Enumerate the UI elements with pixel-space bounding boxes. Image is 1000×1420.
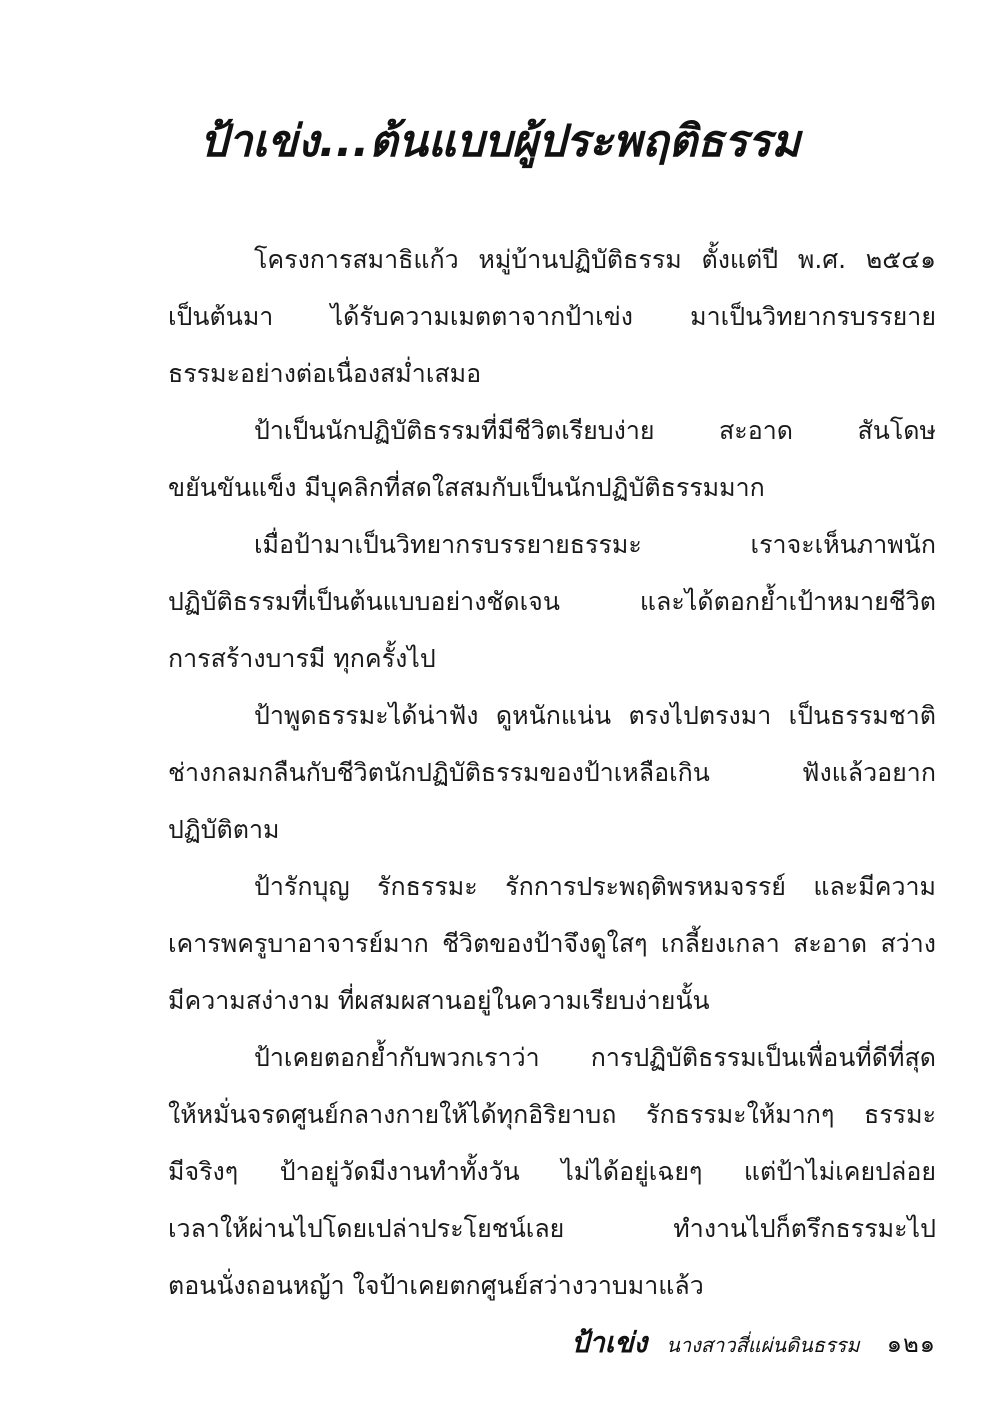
paragraph-3 — [168, 516, 936, 687]
paragraph-1 — [168, 231, 936, 402]
paragraph-2 — [168, 402, 936, 516]
text-line: ป้ารักบุญ รักธรรมะ รักการประพฤติพรหมจรรย์ และมีความ — [254, 872, 936, 901]
paragraph-6 — [168, 1029, 936, 1314]
text-line: ปฏิบัติธรรมที่เป็นต้นแบบอย่างชัดเจน และได้ตอกย้ำเป้าหมายชีวิต — [168, 587, 936, 616]
text-line: ป้าพูดธรรมะได้น่าฟัง ดูหนักแน่น ตรงไปตรงมา เป็นธรรมชาติ — [254, 701, 936, 730]
running-book-subtitle: นางสาวสี่แผ่นดินธรรม — [666, 1333, 860, 1357]
text-line: ป้าเป็นนักปฏิบัติธรรมที่มีชีวิตเรียบง่าย สะอาด สันโดษ — [254, 416, 936, 445]
paragraph-5 — [168, 858, 936, 1029]
text-line: ช่างกลมกลืนกับชีวิตนักปฏิบัติธรรมของป้าเหลือเกิน ฟังแล้วอยาก — [168, 758, 936, 787]
text-line: เป็นต้นมา ได้รับความเมตตาจากป้าเข่ง มาเป็นวิทยากรบรรยาย — [168, 302, 936, 331]
text-line: ให้หมั่นจรดศูนย์กลางกายให้ได้ทุกอิริยาบถ รักธรรมะให้มากๆ ธรรมะ — [168, 1100, 936, 1129]
text-line: เคารพครูบาอาจารย์มาก ชีวิตของป้าจึงดูใสๆ เกลี้ยงเกลา สะอาด สว่าง — [168, 929, 936, 958]
text-line: เมื่อป้ามาเป็นวิทยากรบรรยายธรรมะ เราจะเห็นภาพนัก — [254, 530, 936, 559]
text-line: การสร้างบารมี ทุกครั้งไป — [168, 644, 436, 673]
text-line: ป้าเคยตอกย้ำกับพวกเราว่า การปฏิบัติธรรมเป็นเพื่อนที่ดีที่สุด — [254, 1043, 936, 1072]
page-number: ๑๒๑ — [886, 1330, 936, 1358]
article-body — [168, 231, 936, 1314]
paragraph-4 — [168, 687, 936, 858]
page-title: ป้าเข่ง...ต้นแบบผู้ประพฤติธรรม — [199, 116, 801, 167]
text-line: ตอนนั่งถอนหญ้า ใจป้าเคยตกศูนย์สว่างวาบมาแล้ว — [168, 1271, 704, 1300]
text-line: ธรรมะอย่างต่อเนื่องสม่ำเสมอ — [168, 359, 482, 388]
text-line: ขยันขันแข็ง มีบุคลิกที่สดใสสมกับเป็นนักปฏิบัติธรรมมาก — [168, 473, 765, 502]
text-line: โครงการสมาธิแก้ว หมู่บ้านปฏิบัติธรรม ตั้งแต่ปี พ.ศ. ๒๕๔๑ — [254, 245, 936, 274]
text-line: ปฏิบัติตาม — [168, 815, 280, 844]
running-book-title: ป้าเข่ง — [571, 1326, 648, 1359]
text-line: มีความสง่างาม ที่ผสมผสานอยู่ในความเรียบง่ายนั้น — [168, 986, 710, 1015]
text-line: เวลาให้ผ่านไปโดยเปล่าประโยชน์เลย ทำงานไปก็ตรึกธรรมะไป — [168, 1214, 936, 1243]
page-footer — [571, 1318, 936, 1368]
text-line: มีจริงๆ ป้าอยู่วัดมีงานทำทั้งวัน ไม่ได้อยู่เฉยๆ แต่ป้าไม่เคยปล่อย — [168, 1157, 936, 1186]
